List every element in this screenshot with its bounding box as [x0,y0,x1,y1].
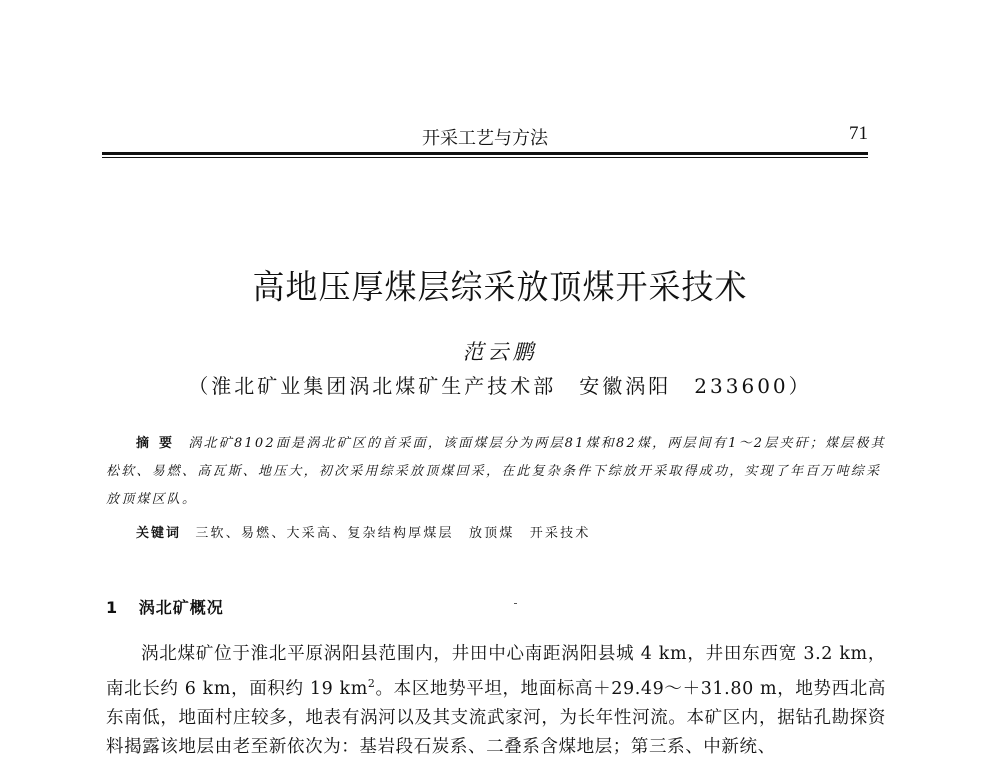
area-unit-superscript: 2 [367,677,376,690]
body-text-part-2: 。本区地势平坦，地面标高＋29.49～＋31.80 m，地势西北高东南低，地面村庄较多，地表有涡河以及其支流武家河，为长年性河流。本矿区内，据钻孔勘探资料揭露该地层由老至新依次为：基岩段石炭系、二叠系含煤地层；第三系、中新统、 [106,678,886,757]
section-body-paragraph [106,640,886,762]
section-number: 1 [106,598,119,617]
header-rule-thick [102,152,868,155]
section-title: 涡北矿概况 [138,598,224,617]
header-rule-thin [102,157,868,158]
section-heading [106,595,224,618]
abstract [106,430,886,514]
abstract-label: 摘要 [136,436,183,451]
body-text-part-1: 涡北煤矿位于淮北平原涡阳县范围内，井田中心南距涡阳县城 4 km，井田东西宽 3.2 km，南北长约 6 km，面积约 19 km [106,644,886,699]
running-header [102,120,868,154]
scan-speck [514,603,517,604]
keywords-label: 关键词 [136,526,182,541]
article-title: 高地压厚煤层综采放顶煤开采技术 [252,267,748,308]
keywords-text: 三软、易燃、大采高、复杂结构厚煤层 放顶煤 开采技术 [195,526,591,541]
journal-section-name: 开采工艺与方法 [422,128,548,149]
abstract-text: 涡北矿8102面是涡北矿区的首采面，该面煤层分为两层81煤和82煤，两层间有1～2层夹矸；煤层极其松软、易燃、高瓦斯、地压大，初次采用综采放顶煤回采，在此复杂条件下综放开采取得成功，实现了年百万吨综采放顶煤区队。 [106,436,886,507]
author-name: 范云鹏 [462,340,538,364]
author-affiliation: （淮北矿业集团涡北煤矿生产技术部 安徽涡阳 233600） [188,374,812,398]
page-number: 71 [849,123,868,144]
keywords [106,520,886,548]
